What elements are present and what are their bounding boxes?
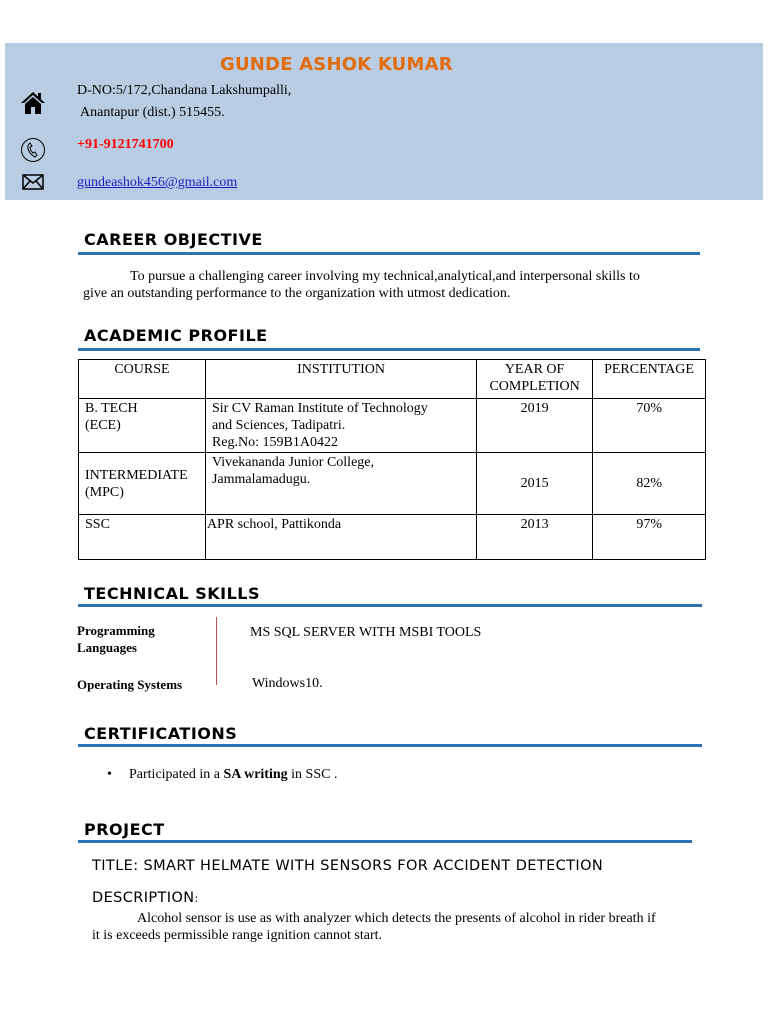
project-description-line-2: it is exceeds permissible range ignition cannot start. bbox=[92, 928, 383, 943]
project-title: TITLE: SMART HELMATE WITH SENSORS FOR ACCIDENT DETECTION bbox=[92, 858, 604, 874]
section-rule bbox=[78, 840, 692, 843]
header-year: YEAR OF COMPLETION bbox=[477, 360, 593, 399]
home-icon bbox=[20, 90, 46, 116]
programming-value: MS SQL SERVER WITH MSBI TOOLS bbox=[250, 625, 482, 640]
year-cell: 2013 bbox=[477, 515, 593, 560]
certifications-heading: CERTIFICATIONS bbox=[84, 724, 238, 743]
project-description-line-1: Alcohol sensor is use as with analyzer which detects the presents of alcohol in rider breath if bbox=[137, 911, 656, 926]
course-cell: B. TECH (ECE) bbox=[79, 399, 206, 453]
phone-number: +91-9121741700 bbox=[77, 137, 174, 152]
os-value: Windows10. bbox=[252, 676, 323, 691]
percentage-cell: 70% bbox=[593, 399, 706, 453]
project-description-label: DESCRIPTION: bbox=[92, 890, 199, 906]
career-objective-line-1: To pursue a challenging career involving my technical,analytical,and interpersonal skills to bbox=[130, 269, 640, 284]
career-objective-line-2: give an outstanding performance to the organization with utmost dedication. bbox=[83, 286, 511, 301]
header-percentage: PERCENTAGE bbox=[593, 360, 706, 399]
institution-cell: APR school, Pattikonda bbox=[205, 515, 476, 560]
table-row bbox=[79, 453, 706, 515]
table-row bbox=[79, 399, 706, 453]
percentage-cell: 97% bbox=[593, 515, 706, 560]
section-rule bbox=[78, 348, 700, 351]
section-rule bbox=[78, 252, 700, 255]
table-row bbox=[79, 515, 706, 560]
course-cell: SSC bbox=[79, 515, 206, 560]
header-course: COURSE bbox=[79, 360, 206, 399]
section-rule bbox=[78, 744, 702, 747]
table-header-row bbox=[79, 360, 706, 399]
academic-table bbox=[78, 359, 706, 560]
institution-cell: Sir CV Raman Institute of Technology and Sciences, Tadipatri. Reg.No: 159B1A0422 bbox=[205, 399, 476, 453]
project-heading: PROJECT bbox=[84, 820, 165, 839]
header-institution: INSTITUTION bbox=[205, 360, 476, 399]
certification-item: Participated in a SA writing in SSC . bbox=[129, 767, 338, 782]
career-objective-heading: CAREER OBJECTIVE bbox=[84, 230, 263, 249]
skills-divider bbox=[216, 617, 217, 685]
year-cell: 2019 bbox=[477, 399, 593, 453]
institution-cell: Vivekananda Junior College, Jammalamadugu. bbox=[205, 453, 476, 515]
academic-profile-heading: ACADEMIC PROFILE bbox=[84, 326, 268, 345]
email-link[interactable]: gundeashok456@gmail.com bbox=[77, 175, 238, 190]
candidate-name: GUNDE ASHOK KUMAR bbox=[220, 54, 453, 75]
programming-label: Programming Languages bbox=[77, 623, 155, 655]
course-cell: INTERMEDIATE (MPC) bbox=[79, 453, 206, 515]
phone-icon bbox=[20, 137, 46, 163]
certification-bullet: • bbox=[107, 767, 112, 782]
technical-skills-heading: TECHNICAL SKILLS bbox=[84, 584, 260, 603]
year-cell: 2015 bbox=[477, 453, 593, 515]
mail-icon bbox=[22, 174, 44, 190]
section-rule bbox=[78, 604, 702, 607]
address-line-1: D-NO:5/172,Chandana Lakshumpalli, bbox=[77, 83, 292, 98]
os-label: Operating Systems bbox=[77, 677, 183, 692]
address-line-2: Anantapur (dist.) 515455. bbox=[80, 105, 225, 120]
percentage-cell: 82% bbox=[593, 453, 706, 515]
